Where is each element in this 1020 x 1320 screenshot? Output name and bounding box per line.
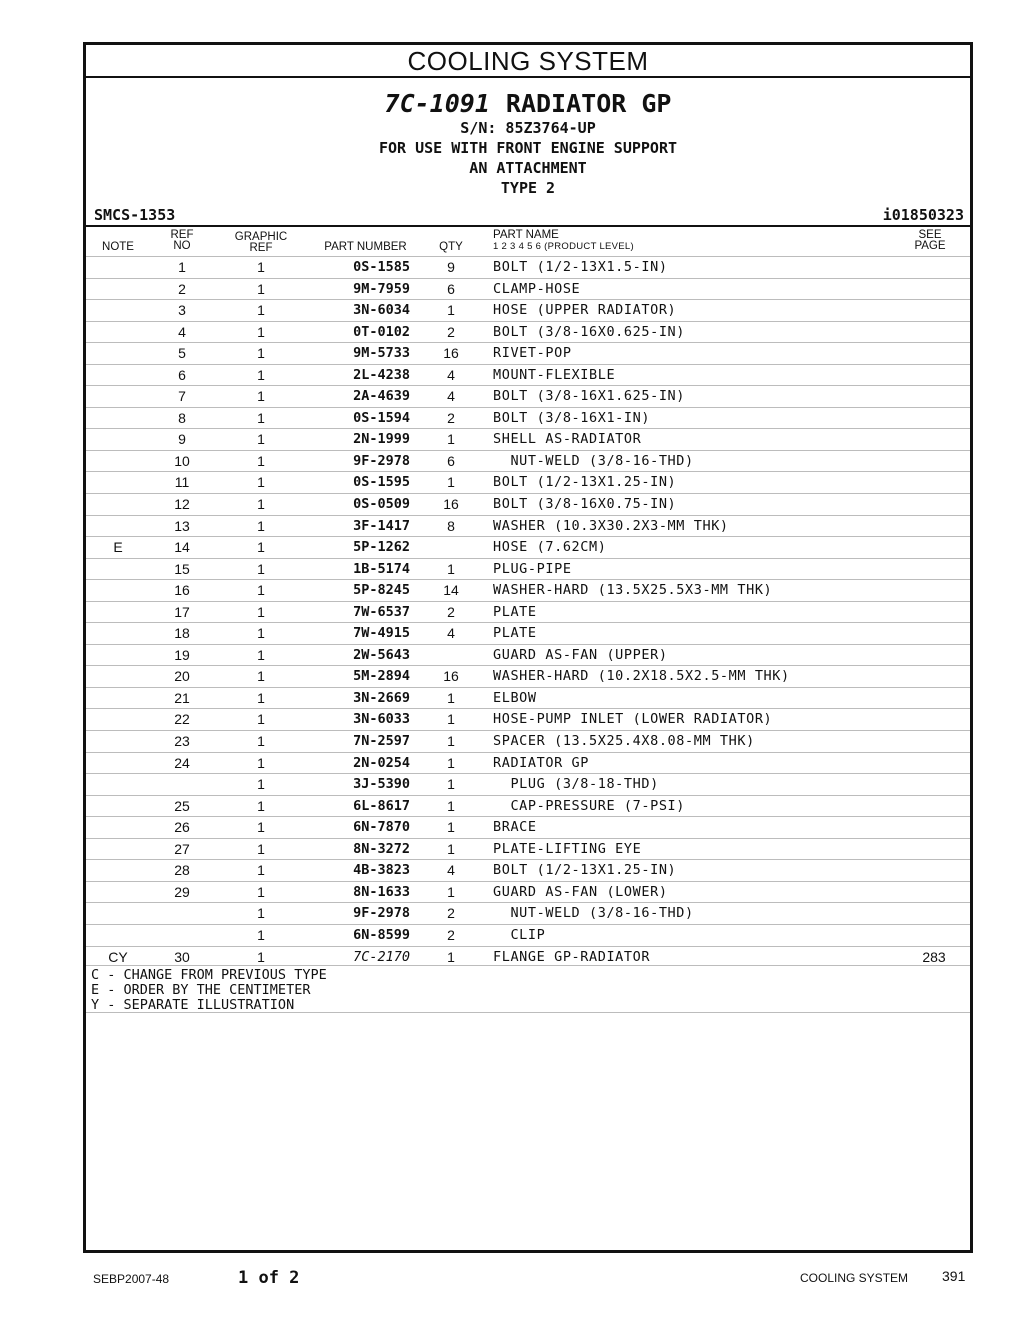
graphic-ref-cell: 1 — [257, 689, 265, 706]
part-name-cell: CAP-PRESSURE (7-PSI) — [493, 797, 686, 814]
qty-cell: 9 — [447, 259, 455, 275]
part-name-cell: GUARD AS-FAN (LOWER) — [493, 883, 668, 900]
part-number-cell: 8N-3272 — [353, 840, 410, 857]
graphic-ref-cell: 1 — [257, 905, 265, 922]
qty-cell: 2 — [447, 905, 455, 922]
usage-line-1: FOR USE WITH FRONT ENGINE SUPPORT — [378, 139, 677, 157]
table-row — [86, 924, 970, 946]
note-cell: CY — [108, 948, 128, 965]
ref-cell: 23 — [174, 733, 190, 750]
part-number-cell: 4B-3823 — [353, 862, 410, 879]
note-line: E - ORDER BY THE CENTIMETER — [91, 982, 311, 998]
graphic-ref-cell: 1 — [257, 474, 265, 491]
col-graphic-header-top: GRAPHIC — [234, 231, 288, 243]
table-row — [86, 902, 970, 924]
qty-cell: 6 — [447, 280, 455, 297]
table-row — [86, 450, 970, 472]
table-row — [86, 558, 970, 580]
table-row — [86, 601, 970, 623]
part-name-cell: HOSE (7.62CM) — [493, 539, 607, 556]
group-heading — [86, 89, 970, 118]
part-number-cell: 6N-7870 — [353, 819, 410, 836]
part-number-cell: 0S-1594 — [353, 409, 410, 426]
notes-legend — [91, 968, 327, 1013]
part-number-cell: 1B-5174 — [353, 560, 410, 577]
col-ref-header-bottom: NO — [173, 240, 191, 252]
note-line: C - CHANGE FROM PREVIOUS TYPE — [91, 967, 327, 983]
part-number-cell: 2W-5643 — [353, 646, 410, 663]
part-name-cell: BOLT (1/2-13X1.5-IN) — [493, 259, 668, 275]
qty-cell: 1 — [447, 711, 455, 728]
part-name-cell: PLUG (3/8-18-THD) — [493, 776, 659, 793]
section-title: COOLING SYSTEM — [86, 45, 970, 78]
ref-cell: 28 — [174, 862, 190, 879]
table-row — [86, 665, 970, 687]
serial-range: S/N: 85Z3764-UP — [460, 119, 596, 137]
ref-cell: 26 — [174, 819, 190, 836]
part-name-cell: PLUG-PIPE — [493, 560, 572, 577]
ref-cell: 22 — [174, 711, 190, 728]
part-number-cell: 2N-1999 — [353, 431, 410, 448]
part-name-cell: NUT-WELD (3/8-16-THD) — [493, 905, 694, 922]
part-number-cell: 2N-0254 — [353, 754, 410, 771]
ref-cell: 7 — [178, 388, 186, 405]
part-number-cell: 5P-1262 — [353, 539, 410, 556]
ref-cell: 11 — [174, 474, 190, 491]
qty-cell: 4 — [447, 388, 455, 405]
part-name-cell: MOUNT-FLEXIBLE — [493, 366, 616, 383]
graphic-ref-cell: 1 — [257, 323, 265, 340]
part-number-cell: 6L-8617 — [353, 797, 410, 814]
ref-cell: 15 — [174, 560, 190, 577]
qty-cell: 1 — [447, 754, 455, 771]
graphic-ref-cell: 1 — [257, 948, 265, 965]
col-see-header-bottom: PAGE — [914, 240, 946, 252]
part-name-cell: BOLT (1/2-13X1.25-IN) — [493, 862, 677, 879]
group-name: RADIATOR GP — [505, 89, 672, 118]
qty-cell: 4 — [447, 366, 455, 383]
qty-cell: 1 — [447, 689, 455, 706]
graphic-ref-cell: 1 — [257, 259, 265, 275]
ref-cell: 19 — [174, 646, 190, 663]
ref-cell: 2 — [178, 280, 186, 297]
graphic-ref-cell: 1 — [257, 388, 265, 405]
product-level-label: 1 2 3 4 5 6 (PRODUCT LEVEL) — [493, 241, 634, 252]
ref-cell: 5 — [178, 345, 186, 362]
col-see-header-top: SEE — [918, 229, 942, 241]
table-row — [86, 342, 970, 364]
part-number-cell: 3F-1417 — [353, 517, 410, 534]
table-row — [86, 622, 970, 644]
table-row — [86, 515, 970, 537]
footer-section: COOLING SYSTEM — [800, 1271, 909, 1285]
table-row — [86, 773, 970, 795]
col-note-header: NOTE — [102, 241, 134, 253]
ref-cell: 16 — [174, 582, 190, 599]
part-number-cell: 3N-6034 — [353, 302, 410, 319]
parts-table — [86, 256, 970, 967]
qty-cell: 1 — [447, 840, 455, 857]
graphic-ref-cell: 1 — [257, 409, 265, 426]
ref-cell: 4 — [178, 323, 186, 340]
graphic-ref-cell: 1 — [257, 582, 265, 599]
table-row — [86, 795, 970, 817]
ref-cell: 13 — [174, 517, 190, 534]
part-number-cell: 9M-5733 — [353, 345, 410, 362]
part-number-cell: 2A-4639 — [353, 388, 410, 405]
table-row — [86, 644, 970, 666]
table-row — [86, 687, 970, 709]
footer-doc-id: SEBP2007-48 — [93, 1272, 170, 1286]
graphic-ref-cell: 1 — [257, 366, 265, 383]
col-part-number-header: PART NUMBER — [324, 241, 407, 253]
part-number-cell: 7N-2597 — [353, 733, 410, 750]
graphic-ref-cell: 1 — [257, 280, 265, 297]
part-number-cell: 7C-2170 — [353, 948, 410, 965]
part-number-cell: 6N-8599 — [353, 926, 410, 943]
part-number-cell: 3N-6033 — [353, 711, 410, 728]
header-rule — [86, 225, 970, 227]
part-name-cell: PLATE — [493, 603, 537, 620]
part-name-cell: BOLT (3/8-16X0.625-IN) — [493, 323, 686, 340]
part-number-cell: 3N-2669 — [353, 689, 410, 706]
part-name-cell: WASHER-HARD (10.2X18.5X2.5-MM THK) — [493, 668, 790, 685]
ref-cell: 17 — [174, 603, 190, 620]
part-number-cell: 9F-2978 — [353, 452, 410, 469]
graphic-ref-cell: 1 — [257, 819, 265, 836]
part-number-cell: 9M-7959 — [353, 280, 410, 297]
part-number-cell: 5P-8245 — [353, 582, 410, 599]
graphic-ref-cell: 1 — [257, 603, 265, 620]
part-name-cell: BOLT (3/8-16X0.75-IN) — [493, 496, 677, 513]
part-name-cell: SPACER (13.5X25.4X8.08-MM THK) — [493, 733, 755, 750]
qty-cell: 1 — [447, 431, 455, 448]
table-row — [86, 536, 970, 558]
graphic-ref-cell: 1 — [257, 431, 265, 448]
table-row — [86, 493, 970, 515]
table-row — [86, 471, 970, 493]
part-name-cell: HOSE-PUMP INLET (LOWER RADIATOR) — [493, 711, 773, 728]
col-part-name-header — [493, 230, 634, 252]
col-graphic-header-bottom: REF — [249, 242, 273, 254]
table-row — [86, 708, 970, 730]
col-see-page-header — [910, 230, 950, 252]
graphic-ref-cell: 1 — [257, 883, 265, 900]
table-row — [86, 838, 970, 860]
qty-cell: 4 — [447, 862, 455, 879]
part-name-cell: WASHER-HARD (13.5X25.5X3-MM THK) — [493, 582, 773, 599]
table-row — [86, 278, 970, 300]
part-name-cell: NUT-WELD (3/8-16-THD) — [493, 452, 694, 469]
table-row — [86, 321, 970, 343]
graphic-ref-cell: 1 — [257, 797, 265, 814]
part-name-cell: BOLT (3/8-16X1-IN) — [493, 409, 651, 426]
part-number-cell: 7W-6537 — [353, 603, 410, 620]
part-name-cell: PLATE-LIFTING EYE — [493, 840, 642, 857]
notes-rule — [86, 965, 970, 966]
part-name-cell: CLAMP-HOSE — [493, 280, 581, 297]
illustration-id: i01850323 — [882, 206, 964, 224]
table-row — [86, 859, 970, 881]
graphic-ref-cell: 1 — [257, 302, 265, 319]
part-name-cell: CLIP — [493, 926, 546, 943]
graphic-ref-cell: 1 — [257, 776, 265, 793]
graphic-ref-cell: 1 — [257, 496, 265, 513]
ref-cell: 29 — [174, 883, 190, 900]
qty-cell: 2 — [447, 926, 455, 943]
type-line: TYPE 2 — [500, 179, 556, 197]
qty-cell: 1 — [447, 302, 455, 319]
ref-cell: 24 — [174, 754, 190, 771]
part-number-cell: 3J-5390 — [353, 776, 410, 793]
part-name-cell: SHELL AS-RADIATOR — [493, 431, 642, 448]
graphic-ref-cell: 1 — [257, 345, 265, 362]
part-number-cell: 9F-2978 — [353, 905, 410, 922]
qty-cell: 1 — [447, 819, 455, 836]
ref-cell: 9 — [178, 431, 186, 448]
qty-cell: 6 — [447, 452, 455, 469]
part-name-cell: WASHER (10.3X30.2X3-MM THK) — [493, 517, 729, 534]
table-row — [86, 579, 970, 601]
footer-page-of: 1 of 2 — [238, 1268, 300, 1288]
part-number-cell: 0T-0102 — [353, 323, 410, 340]
ref-cell: 30 — [174, 948, 190, 965]
qty-cell: 4 — [447, 625, 455, 642]
table-row — [86, 730, 970, 752]
graphic-ref-cell: 1 — [257, 668, 265, 685]
qty-cell: 1 — [447, 883, 455, 900]
qty-cell: 2 — [447, 603, 455, 620]
group-part-number: 7C-1091 — [384, 89, 490, 118]
ref-cell: 21 — [174, 689, 190, 706]
qty-cell: 16 — [443, 668, 459, 685]
notes-rule — [86, 1012, 970, 1013]
qty-cell: 16 — [443, 345, 459, 362]
qty-cell: 1 — [447, 797, 455, 814]
smcs-code: SMCS-1353 — [94, 206, 176, 224]
table-row — [86, 816, 970, 838]
qty-cell: 1 — [447, 733, 455, 750]
qty-cell: 14 — [443, 582, 459, 599]
graphic-ref-cell: 1 — [257, 560, 265, 577]
ref-cell: 6 — [178, 366, 186, 383]
table-row — [86, 428, 970, 450]
ref-cell: 25 — [174, 797, 190, 814]
ref-cell: 18 — [174, 625, 190, 642]
ref-cell: 20 — [174, 668, 190, 685]
note-cell: E — [113, 539, 123, 556]
graphic-ref-cell: 1 — [257, 862, 265, 879]
part-name-cell: PLATE — [493, 625, 537, 642]
part-name-cell: HOSE (UPPER RADIATOR) — [493, 302, 677, 319]
note-line: Y - SEPARATE ILLUSTRATION — [91, 997, 295, 1013]
see-page-cell: 283 — [922, 948, 946, 965]
graphic-ref-cell: 1 — [257, 840, 265, 857]
qty-cell: 8 — [447, 517, 455, 534]
usage-line-2: AN ATTACHMENT — [469, 159, 587, 177]
graphic-ref-cell: 1 — [257, 926, 265, 943]
part-number-cell: 5M-2894 — [353, 668, 410, 685]
qty-cell: 1 — [447, 948, 455, 965]
col-ref-header-top: REF — [170, 229, 194, 241]
ref-cell: 3 — [178, 302, 186, 319]
col-qty-header: QTY — [439, 241, 463, 253]
ref-cell: 8 — [178, 409, 186, 426]
table-row — [86, 256, 970, 278]
qty-cell: 2 — [447, 409, 455, 426]
part-name-cell: FLANGE GP-RADIATOR — [493, 948, 651, 965]
part-number-cell: 8N-1633 — [353, 883, 410, 900]
part-name-cell: RIVET-POP — [493, 345, 572, 362]
ref-cell: 10 — [174, 452, 190, 469]
part-name-cell: BOLT (3/8-16X1.625-IN) — [493, 388, 686, 405]
col-ref-header — [164, 230, 200, 252]
ref-cell: 1 — [178, 259, 186, 275]
qty-cell: 1 — [447, 560, 455, 577]
graphic-ref-cell: 1 — [257, 711, 265, 728]
graphic-ref-cell: 1 — [257, 539, 265, 556]
col-part-name-label: PART NAME — [493, 229, 559, 241]
footer-page-number: 391 — [942, 1268, 966, 1284]
table-row — [86, 881, 970, 903]
table-row — [86, 407, 970, 429]
part-name-cell: BOLT (1/2-13X1.25-IN) — [493, 474, 677, 491]
table-row — [86, 752, 970, 774]
qty-cell: 1 — [447, 474, 455, 491]
graphic-ref-cell: 1 — [257, 452, 265, 469]
part-name-cell: GUARD AS-FAN (UPPER) — [493, 646, 668, 663]
qty-cell: 1 — [447, 776, 455, 793]
part-number-cell: 0S-1585 — [353, 259, 410, 275]
table-row — [86, 364, 970, 386]
ref-cell: 27 — [174, 840, 190, 857]
part-number-cell: 0S-0509 — [353, 496, 410, 513]
col-graphic-header — [231, 232, 291, 254]
qty-cell: 2 — [447, 323, 455, 340]
part-number-cell: 2L-4238 — [353, 366, 410, 383]
qty-cell: 16 — [443, 496, 459, 513]
ref-cell: 14 — [174, 539, 190, 556]
graphic-ref-cell: 1 — [257, 733, 265, 750]
table-row — [86, 946, 970, 968]
part-name-cell: RADIATOR GP — [493, 754, 590, 771]
parts-page-frame — [83, 42, 973, 1253]
graphic-ref-cell: 1 — [257, 625, 265, 642]
graphic-ref-cell: 1 — [257, 646, 265, 663]
part-number-cell: 7W-4915 — [353, 625, 410, 642]
table-row — [86, 385, 970, 407]
part-number-cell: 0S-1595 — [353, 474, 410, 491]
table-row — [86, 299, 970, 321]
graphic-ref-cell: 1 — [257, 754, 265, 771]
graphic-ref-cell: 1 — [257, 517, 265, 534]
part-name-cell: BRACE — [493, 819, 537, 836]
part-name-cell: ELBOW — [493, 689, 537, 706]
ref-cell: 12 — [174, 496, 190, 513]
